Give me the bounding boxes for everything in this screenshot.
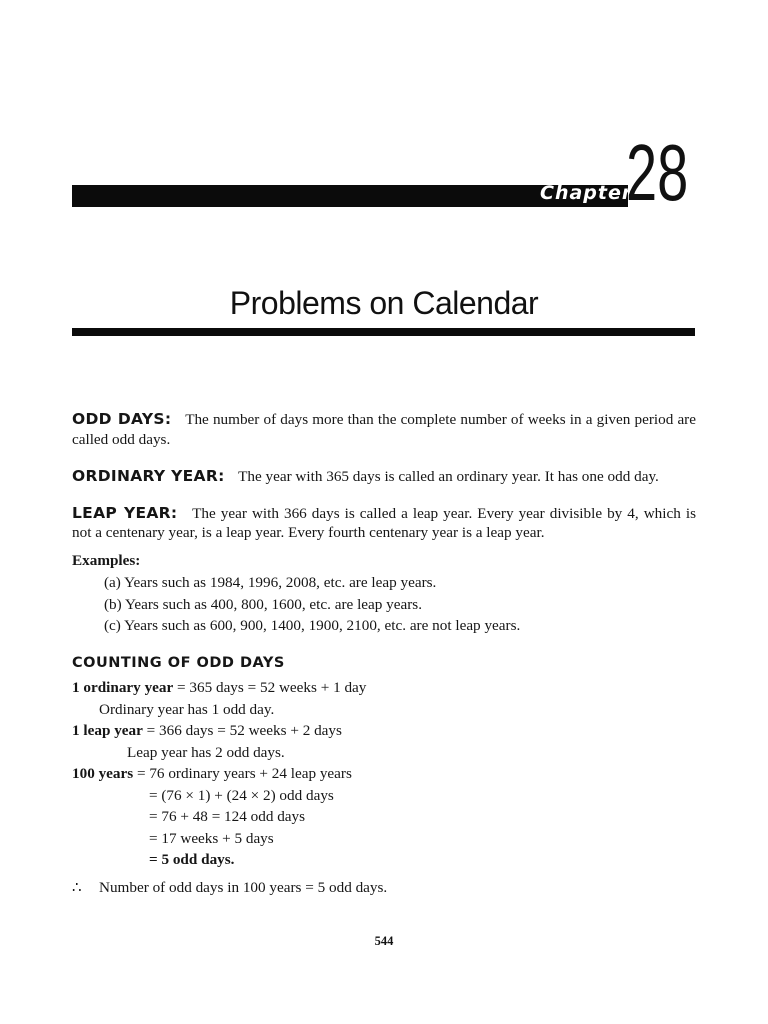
- conclusion-line: [72, 877, 696, 899]
- leap-year-note: Leap year has 2 odd days.: [127, 743, 285, 761]
- equation-text: = 366 days = 52 weeks + 2 days: [142, 722, 342, 739]
- equation-text: = 365 days = 52 weeks + 1 day: [173, 679, 367, 696]
- equation-label: 1 leap year: [72, 722, 143, 739]
- therefore-icon: ∴: [72, 878, 82, 896]
- page-number: 544: [374, 934, 394, 948]
- leap-year-equation: [72, 720, 696, 742]
- section-heading: COUNTING OF ODD DAYS: [72, 654, 285, 671]
- derivation-step: = (76 × 1) + (24 × 2) odd days: [149, 786, 334, 804]
- definition-text: The year with 366 days is called a leap year. Every year divisible by 4, which is not a centenary year, is a leap year. Every fourth centenary year is a leap year.: [72, 504, 696, 541]
- derivation-result: = 5 odd days.: [149, 851, 235, 868]
- definition-leap-year: [72, 504, 696, 543]
- definition-term: ORDINARY YEAR:: [72, 467, 225, 485]
- title-divider: [72, 328, 695, 336]
- equation-label: 1 ordinary year: [72, 679, 174, 696]
- list-item: (a) Years such as 1984, 1996, 2008, etc. are leap years.: [104, 574, 437, 591]
- derivation-step: = 17 weeks + 5 days: [149, 829, 274, 847]
- conclusion-text: Number of odd days in 100 years = 5 odd days.: [99, 878, 388, 896]
- examples-list: [72, 573, 696, 636]
- list-item: (b) Years such as 400, 800, 1600, etc. are leap years.: [104, 595, 423, 613]
- equation-label: 100 years: [72, 765, 134, 782]
- definition-text: The number of days more than the complete number of weeks in a given period are called odd days.: [72, 411, 696, 448]
- definition-term: LEAP YEAR:: [72, 503, 178, 522]
- definition-odd-days: [72, 410, 696, 449]
- chapter-number: 28: [626, 128, 689, 217]
- chapter-label: Chapter: [540, 182, 633, 204]
- odd-days-derivation: [72, 677, 696, 871]
- definition-ordinary-year: [72, 467, 696, 487]
- definition-text: The year with 365 days is called an ordinary year. It has one odd day.: [238, 468, 659, 485]
- page-title: Problems on Calendar: [229, 285, 539, 321]
- ordinary-year-note: Ordinary year has 1 odd day.: [99, 700, 275, 718]
- list-item: (c) Years such as 600, 900, 1400, 1900, 2100, etc. are not leap years.: [104, 617, 521, 634]
- examples-heading: Examples:: [72, 551, 141, 569]
- ordinary-year-equation: [72, 677, 696, 699]
- chapter-body: [72, 410, 696, 898]
- equation-text: = 76 ordinary years + 24 leap years: [133, 765, 352, 782]
- derivation-step: = 76 + 48 = 124 odd days: [149, 808, 306, 825]
- century-equation: [72, 763, 696, 785]
- definition-term: ODD DAYS:: [72, 410, 172, 428]
